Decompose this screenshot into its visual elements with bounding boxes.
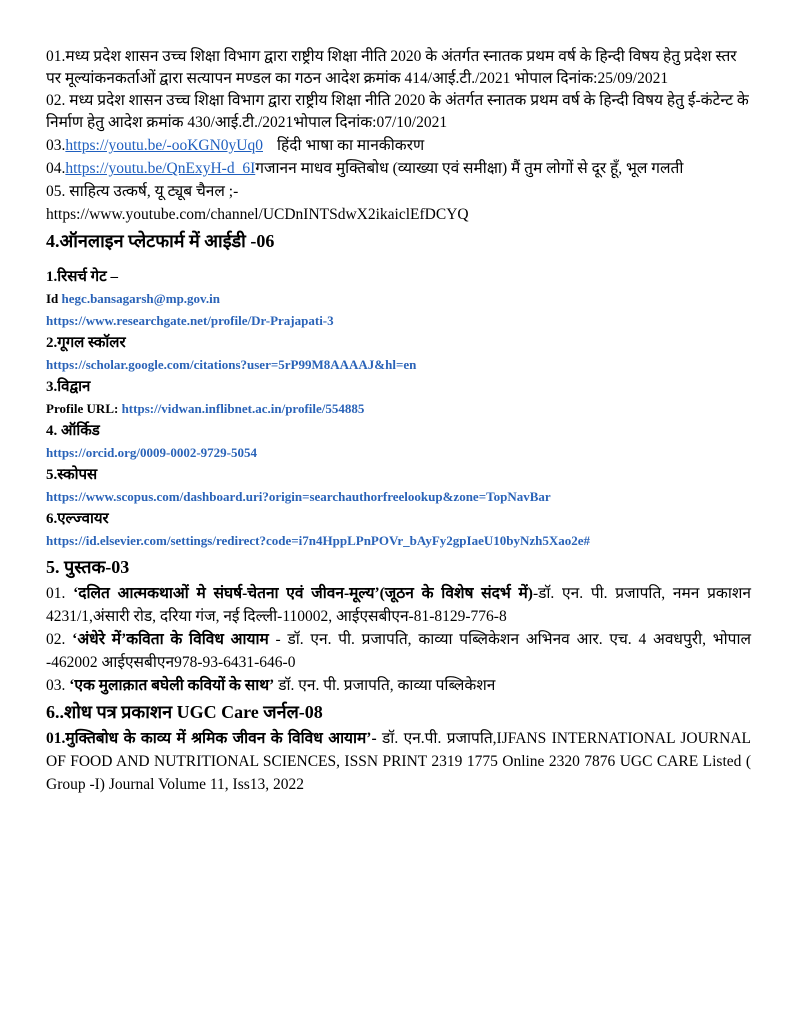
book-item-1	[46, 582, 751, 628]
book-3-details: डॉ. एन. पी. प्रजापति, काव्या पब्लिकेशन	[274, 677, 496, 694]
video-item-1	[46, 134, 751, 157]
researchgate-link[interactable]: https://www.researchgate.net/profile/Dr-Prajapati-3	[46, 313, 334, 328]
video-1-title: हिंदी भाषा का मानकीकरण	[277, 137, 425, 154]
vidwan-label: 3.विद्वान	[46, 379, 91, 395]
book-2-title: ‘अंधेरे में’कविता के विविध आयाम	[72, 631, 269, 648]
book-1-title: ‘दलित आत्मकथाओं मे संघर्ष-चेतना एवं जीवन-मूल्य’(जूठन के विशेष संदर्भ में)	[73, 585, 533, 602]
vidwan-link[interactable]: https://vidwan.inflibnet.ac.in/profile/554885	[121, 401, 365, 416]
video-1-prefix: 03.	[46, 137, 66, 154]
paper-1-num: 01.	[46, 730, 66, 747]
paper-item-1	[46, 727, 751, 796]
online-heading: 4.ऑनलाइन प्लेटफार्म में आईडी -06	[46, 231, 275, 251]
book-2-num: 02.	[46, 631, 66, 648]
elsevier-link[interactable]: https://id.elsevier.com/settings/redirect?code=i7n4HppLPnPOVr_bAyFy2gpIaeU10byNzh5Xao2e#	[46, 533, 591, 548]
book-item-3	[46, 674, 751, 697]
book-3-title: ‘एक मुलाक़ात बघेली कवियों के साथ’	[69, 677, 275, 694]
order-item-2: 02. मध्य प्रदेश शासन उच्च शिक्षा विभाग द्वारा राष्ट्रीय शिक्षा नीति 2020 के अंतर्गत स्नातक प्रथम वर्ष के हिन्दी विषय हेतु ई-कंटेन्ट के निर्माण हेतु आदेश क्रमांक 430/आई.टी./2021भोपाल दिनांक:07/10/2021	[46, 92, 749, 131]
papers-heading: 6..शोध पत्र प्रकाशन UGC Care जर्नल-08	[46, 702, 323, 722]
researchgate-id-label: Id	[46, 291, 59, 306]
paper-1-title: मुक्तिबोध के काव्य में श्रमिक जीवन के विविध आयाम’-	[65, 730, 377, 747]
book-2-details: - डॉ. एन. पी. प्रजापति, काव्या पब्लिकेशन अभिनव आर. एच. 4 अवधपुरी, भोपाल -462002 आईएसबीएन978-93-6431-646-0	[46, 631, 752, 671]
scopus-link[interactable]: https://www.scopus.com/dashboard.uri?origin=searchauthorfreelookup&zone=TopNavBar	[46, 489, 551, 504]
vidwan-profile-label: Profile URL:	[46, 401, 119, 416]
paper-1-details: डॉ. एन.पी. प्रजापति,IJFANS INTERNATIONAL JOURNAL OF FOOD AND NUTRITIONAL SCIENCES, ISSN PRINT 2319 1775 Online 2320 7876 UGC CARE Listed ( Group -I) Journal Volume 11, Iss13, 2022	[46, 730, 751, 793]
channel-url[interactable]: https://www.youtube.com/channel/UCDnINTSdwX2ikaiclEfDCYQ	[46, 206, 469, 223]
video-item-2	[46, 157, 751, 180]
scholar-link[interactable]: https://scholar.google.com/citations?user=5rP99M8AAAAJ&hl=en	[46, 357, 417, 372]
scopus-label: 5.स्कोपस	[46, 467, 98, 483]
video-2-prefix: 04.	[46, 160, 66, 177]
orcid-label: 4. ऑर्किड	[46, 423, 100, 439]
book-1-num: 01.	[46, 585, 66, 602]
researchgate-id-value[interactable]: hegc.bansagarsh@mp.gov.in	[61, 291, 220, 306]
researchgate-id	[46, 288, 751, 310]
book-item-2	[46, 628, 751, 674]
researchgate-label: 1.रिसर्च गेट –	[46, 269, 118, 285]
document-page	[46, 46, 751, 796]
orcid-link[interactable]: https://orcid.org/0009-0002-9729-5054	[46, 445, 257, 460]
order-item-1: 01.मध्य प्रदेश शासन उच्च शिक्षा विभाग द्वारा राष्ट्रीय शिक्षा नीति 2020 के अंतर्गत स्नातक प्रथम वर्ष के हिन्दी विषय हेतु प्रदेश स्तर पर मूल्यांकनकर्ताओं द्वारा सत्यापन मण्डल का गठन आदेश क्रमांक 414/आई.टी./2021 भोपाल दिनांक:25/09/2021	[46, 48, 737, 87]
elsevier-label: 6.एल्ज्वायर	[46, 511, 109, 527]
channel-label: 05. साहित्य उत्कर्ष, यू ट्यूब चैनल ;-	[46, 183, 239, 200]
vidwan-row	[46, 398, 751, 420]
books-heading: 5. पुस्तक-03	[46, 557, 130, 577]
book-3-num: 03.	[46, 677, 66, 694]
scholar-label: 2.गूगल स्कॉलर	[46, 335, 126, 351]
video-2-link[interactable]: https://youtu.be/QnExyH-d_6I	[65, 160, 256, 177]
video-1-link[interactable]: https://youtu.be/-ooKGN0yUq0	[65, 137, 263, 154]
video-2-title: गजानन माधव मुक्तिबोध (व्याख्या एवं समीक्षा) मैं तुम लोगों से दूर हूँ, भूल गलती	[255, 160, 684, 177]
book-1-details: -डॉ. एन. पी. प्रजापति, नमन प्रकाशन 4231/1,अंसारी रोड, दरिया गंज, नई दिल्ली-110002, आईएसबीएन-81-8129-776-8	[46, 585, 751, 625]
